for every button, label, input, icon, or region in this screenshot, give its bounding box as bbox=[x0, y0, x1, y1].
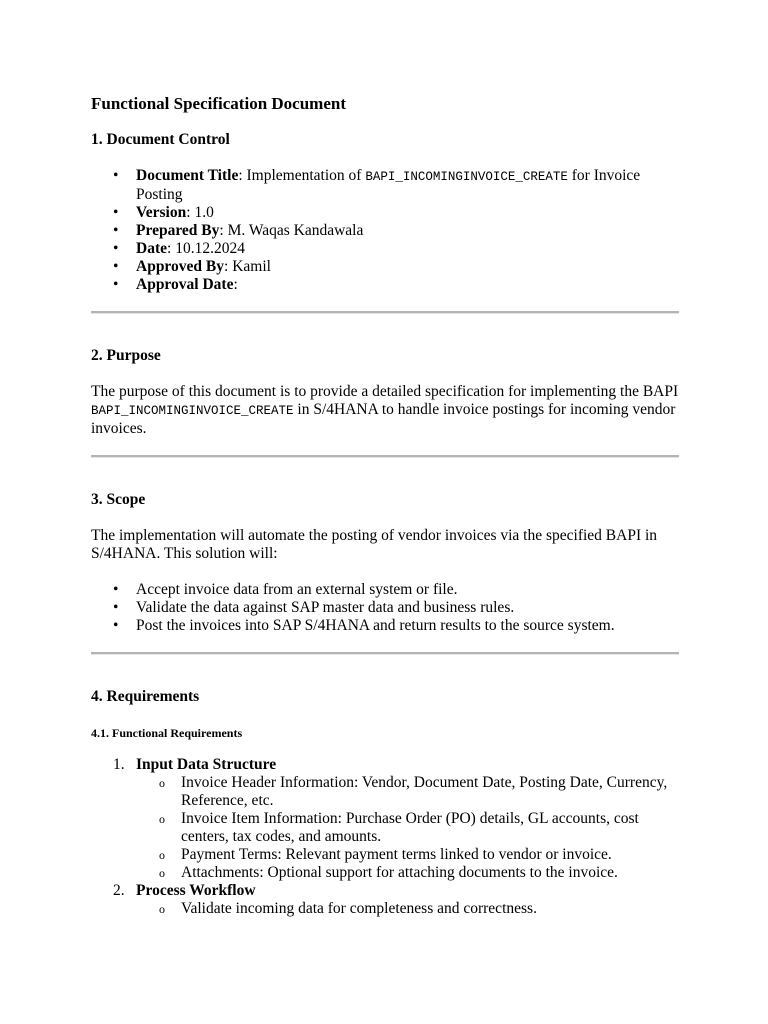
sub-list-item: o Payment Terms: Relevant payment terms linked to vendor or invoice. bbox=[181, 846, 679, 864]
list-item: • Version: 1.0 bbox=[136, 204, 679, 222]
requirements-list bbox=[91, 756, 679, 918]
item-number: 2. bbox=[113, 882, 125, 899]
section-heading-purpose: 2. Purpose bbox=[91, 347, 161, 364]
list-item: • Document Title: Implementation of BAPI_INCOMINGINVOICE_CREATE for Invoice Posting bbox=[136, 167, 679, 204]
sub-list bbox=[136, 900, 679, 918]
document-content bbox=[91, 94, 679, 918]
section-heading-document-control: 1. Document Control bbox=[91, 131, 230, 148]
list-item: • Approval Date: bbox=[136, 276, 679, 294]
sub-list-item: o Validate incoming data for completeness and correctness. bbox=[181, 900, 679, 918]
subsection-heading-functional-requirements: 4.1. Functional Requirements bbox=[91, 726, 243, 740]
scope-intro: The implementation will automate the posting of vendor invoices via the specified BAPI in S/4HANA. This solution will: bbox=[91, 527, 658, 562]
sub-list-item: o Invoice Item Information: Purchase Order (PO) details, GL accounts, cost centers, tax codes, and amounts. bbox=[181, 810, 679, 846]
sub-list bbox=[136, 774, 679, 882]
list-item: • Prepared By: M. Waqas Kandawala bbox=[136, 222, 679, 240]
requirement-title: Input Data Structure bbox=[136, 756, 277, 773]
list-item: • Validate the data against SAP master data and business rules. bbox=[136, 599, 679, 617]
section-heading-scope: 3. Scope bbox=[91, 491, 146, 508]
list-item: • Accept invoice data from an external system or file. bbox=[136, 581, 679, 599]
sub-list-item: o Invoice Header Information: Vendor, Document Date, Posting Date, Currency, Reference, etc. bbox=[181, 774, 679, 810]
purpose-paragraph: The purpose of this document is to provide a detailed specification for implementing the BAPI BAPI_INCOMINGINVOICE_CREATE in S/4HANA to handle invoice postings for incoming vendor invoices. bbox=[91, 383, 679, 437]
horizontal-divider bbox=[91, 652, 679, 655]
requirement-item bbox=[113, 756, 679, 882]
requirement-title: Process Workflow bbox=[136, 882, 256, 899]
section-heading-requirements: 4. Requirements bbox=[91, 688, 200, 705]
horizontal-divider bbox=[91, 455, 679, 458]
requirement-item bbox=[113, 882, 679, 918]
sub-list-item: o Attachments: Optional support for attaching documents to the invoice. bbox=[181, 864, 679, 882]
item-number: 1. bbox=[113, 756, 125, 773]
scope-list bbox=[91, 581, 679, 635]
list-item: • Post the invoices into SAP S/4HANA and return results to the source system. bbox=[136, 617, 679, 635]
list-item: • Approved By: Kamil bbox=[136, 258, 679, 276]
list-item: • Date: 10.12.2024 bbox=[136, 240, 679, 258]
document-control-list bbox=[91, 167, 679, 294]
document-title: Functional Specification Document bbox=[91, 94, 346, 113]
horizontal-divider bbox=[91, 311, 679, 314]
